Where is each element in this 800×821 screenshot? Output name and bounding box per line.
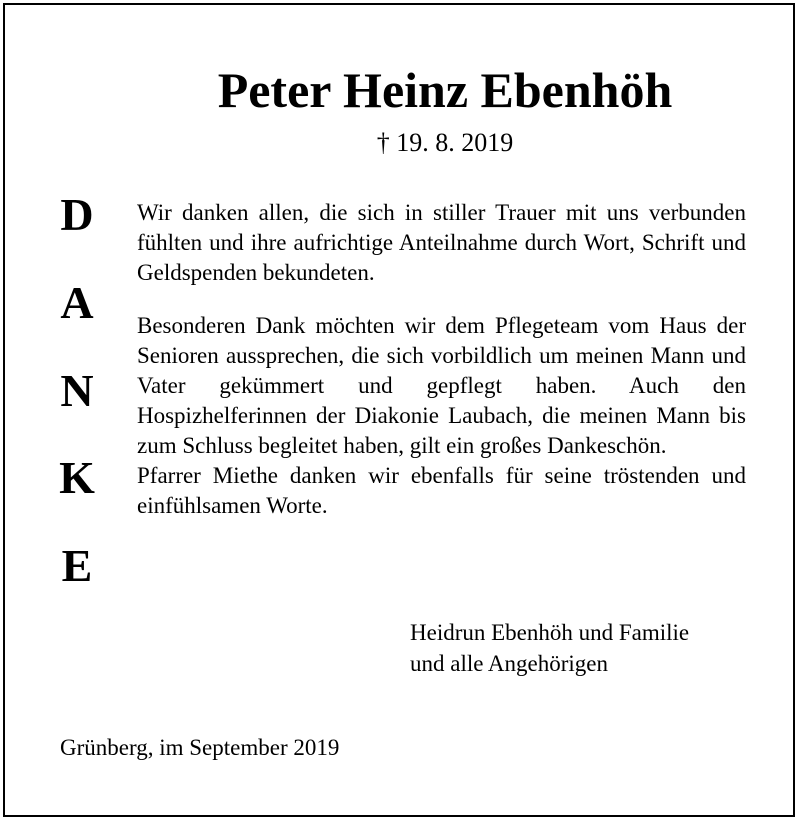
danke-letter-d: D (60, 189, 94, 240)
danke-letter-e: E (61, 540, 93, 591)
signature-line-2: und alle Angehörigen (410, 651, 609, 676)
danke-letter-n: N (60, 365, 94, 416)
danke-letter-a: A (60, 277, 94, 328)
signature-line-1: Heidrun Ebenhöh und Familie (410, 620, 690, 645)
place-date: Grünberg, im September 2019 (60, 735, 340, 760)
thanks-text (137, 198, 746, 521)
thanks-paragraph-1: Wir danken allen, die sich in stiller Trauer mit uns verbunden fühlten und ihre aufrichtige Anteilnahme durch Wort, Schrift und Geldspenden bekundeten. (137, 200, 746, 285)
thanks-paragraph-3: Pfarrer Miethe danken wir ebenfalls für seine tröstenden und einfühlsamen Worte. (137, 463, 746, 518)
danke-letter-k: K (59, 452, 95, 503)
signature (410, 617, 689, 679)
death-date: † 19. 8. 2019 (376, 128, 514, 157)
deceased-name: Peter Heinz Ebenhöh (217, 62, 673, 118)
thanks-paragraph-2: Besonderen Dank möchten wir dem Pflegeteam vom Haus der Senioren aussprechen, die sich vorbildlich um meinen Mann und Vater gekümmert und gepflegt haben. Auch den Hospizhelferinnen der Diakonie Laubach, die meinen Mann bis zum Schluss begleitet haben, gilt ein großes Dankeschön. (137, 313, 746, 458)
